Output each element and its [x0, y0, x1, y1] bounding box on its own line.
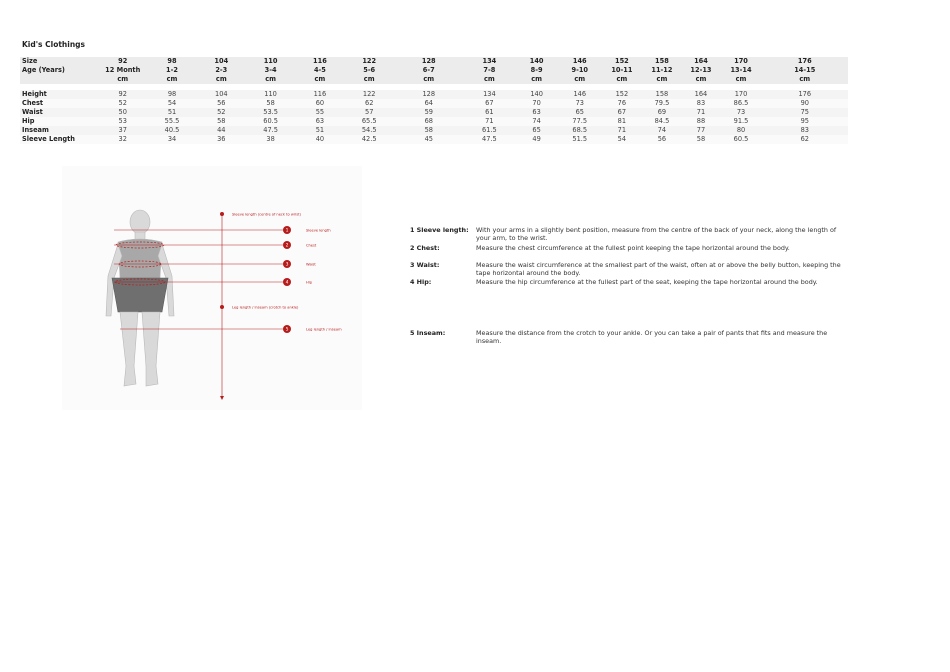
table-cell: 45 — [394, 135, 464, 144]
table-cell: 76 — [601, 99, 642, 108]
table-cell: cm — [642, 75, 681, 84]
table-cell: 56 — [197, 99, 246, 108]
table-cell: 110 — [246, 57, 295, 66]
table-cell: 58 — [197, 117, 246, 126]
top-guide-label: Sleeve length (centre of neck to wrist) — [232, 212, 301, 217]
table-cell: cm — [558, 75, 601, 84]
body-diagram — [62, 166, 362, 410]
table-cell: 52 — [98, 99, 147, 108]
marker-1-num: 1 — [285, 228, 289, 234]
table-cell: 71 — [464, 117, 515, 126]
table-cell: 55.5 — [147, 117, 196, 126]
table-row — [20, 108, 848, 117]
table-cell: cm — [147, 75, 196, 84]
table-cell: 73 — [720, 108, 761, 117]
table-cell: 12-13 — [681, 66, 720, 75]
table-cell: 1-2 — [147, 66, 196, 75]
table-cell: 62 — [762, 135, 848, 144]
table-cell: 54.5 — [345, 126, 394, 135]
table-cell: 64 — [394, 99, 464, 108]
table-cell: 140 — [515, 57, 558, 66]
table-cell: 62 — [345, 99, 394, 108]
table-cell: 67 — [601, 108, 642, 117]
table-cell: 67 — [464, 99, 515, 108]
table-cell: 14-15 — [762, 66, 848, 75]
row-label: Size — [20, 57, 98, 66]
table-cell: 44 — [197, 126, 246, 135]
table-cell: 40.5 — [147, 126, 196, 135]
table-cell: 176 — [762, 57, 848, 66]
row-label: Height — [20, 90, 98, 99]
table-cell: 47.5 — [246, 126, 295, 135]
table-cell: 104 — [197, 57, 246, 66]
instruction-text: With your arms in a slightly bent position, measure from the centre of the back of your neck, along the length of your arm, to the wrist. — [476, 226, 837, 242]
table-cell: 104 — [197, 90, 246, 99]
table-cell: 86.5 — [720, 99, 761, 108]
page-title: Kid's Clothings — [22, 40, 86, 49]
table-cell: cm — [720, 75, 761, 84]
table-cell: 88 — [681, 117, 720, 126]
table-cell: 74 — [642, 126, 681, 135]
table-cell: 8-9 — [515, 66, 558, 75]
marker-2-num: 2 — [285, 243, 289, 249]
table-cell: cm — [345, 75, 394, 84]
instruction-key: 5 Inseam: — [410, 329, 446, 337]
table-cell: 61.5 — [464, 126, 515, 135]
table-cell: 164 — [681, 57, 720, 66]
instruction-key: 1 Sleeve length: — [410, 226, 469, 234]
table-cell: 13-14 — [720, 66, 761, 75]
table-cell: 84.5 — [642, 117, 681, 126]
table-cell: 176 — [762, 90, 848, 99]
instruction-text: Measure the distance from the crotch to your ankle. Or you can take a pair of pants that fits and measure the inseam. — [476, 329, 828, 345]
table-cell: 80 — [720, 126, 761, 135]
table-cell: 52 — [197, 108, 246, 117]
table-cell: cm — [601, 75, 642, 84]
table-cell: 140 — [515, 90, 558, 99]
table-cell: 98 — [147, 90, 196, 99]
marker-3-label: Waist — [306, 262, 316, 267]
table-cell: 51.5 — [558, 135, 601, 144]
table-cell: 146 — [558, 90, 601, 99]
table-cell: 77 — [681, 126, 720, 135]
instruction-key: 2 Chest: — [410, 244, 440, 252]
table-cell: cm — [295, 75, 344, 84]
marker-1-label: Sleeve length — [306, 228, 331, 233]
row-label: Age (Years) — [20, 66, 98, 75]
table-cell: cm — [98, 75, 147, 84]
table-cell: 53 — [98, 117, 147, 126]
table-cell: 59 — [394, 108, 464, 117]
table-cell: 128 — [394, 90, 464, 99]
table-cell: 54 — [601, 135, 642, 144]
mid-guide-label: Leg length / inseam (crotch to ankle) — [232, 305, 299, 310]
table-cell: 68.5 — [558, 126, 601, 135]
table-cell: 116 — [295, 57, 344, 66]
table-cell: 38 — [246, 135, 295, 144]
table-cell: 63 — [515, 108, 558, 117]
marker-4-label: Hip — [306, 280, 312, 285]
table-row — [20, 99, 848, 108]
instruction-text: Measure the waist circumference at the smallest part of the waist, often at or above the belly button, keeping the tape horizontal around the body. — [476, 261, 841, 277]
table-cell: cm — [681, 75, 720, 84]
table-cell: 134 — [464, 57, 515, 66]
table-cell: cm — [464, 75, 515, 84]
table-cell: 58 — [246, 99, 295, 108]
table-cell: 83 — [762, 126, 848, 135]
table-cell: 68 — [394, 117, 464, 126]
table-cell: 40 — [295, 135, 344, 144]
table-cell: 37 — [98, 126, 147, 135]
marker-5-label: Leg length / inseam — [306, 327, 342, 332]
table-cell: 32 — [98, 135, 147, 144]
table-cell: 4-5 — [295, 66, 344, 75]
table-cell: 77.5 — [558, 117, 601, 126]
table-cell: 83 — [681, 99, 720, 108]
table-cell: 2-3 — [197, 66, 246, 75]
table-cell: 95 — [762, 117, 848, 126]
table-cell: 71 — [681, 108, 720, 117]
table-cell: 158 — [642, 57, 681, 66]
table-cell: 11-12 — [642, 66, 681, 75]
table-cell: 74 — [515, 117, 558, 126]
table-cell: 122 — [345, 90, 394, 99]
instruction-text: Measure the chest circumference at the fullest point keeping the tape horizontal around the body. — [476, 244, 790, 252]
table-cell: 34 — [147, 135, 196, 144]
row-label: Chest — [20, 99, 98, 108]
header-row — [20, 66, 848, 75]
table-cell: 36 — [197, 135, 246, 144]
row-label: Inseam — [20, 126, 98, 135]
table-cell: 91.5 — [720, 117, 761, 126]
table-cell: 122 — [345, 57, 394, 66]
table-cell: cm — [394, 75, 464, 84]
table-cell: 60.5 — [720, 135, 761, 144]
table-cell: 73 — [558, 99, 601, 108]
table-cell: 65 — [515, 126, 558, 135]
table-cell: 49 — [515, 135, 558, 144]
marker-5-num: 5 — [285, 327, 289, 333]
table-cell: 70 — [515, 99, 558, 108]
table-cell: 7-8 — [464, 66, 515, 75]
table-cell: 170 — [720, 57, 761, 66]
table-cell: 9-10 — [558, 66, 601, 75]
table-row — [20, 135, 848, 144]
table-cell: 152 — [601, 90, 642, 99]
table-cell: 6-7 — [394, 66, 464, 75]
table-cell: 164 — [681, 90, 720, 99]
table-cell: 92 — [98, 57, 147, 66]
table-cell: 90 — [762, 99, 848, 108]
table-cell: 92 — [98, 90, 147, 99]
table-cell: 5-6 — [345, 66, 394, 75]
row-label: Waist — [20, 108, 98, 117]
table-cell: 65.5 — [345, 117, 394, 126]
table-cell: 10-11 — [601, 66, 642, 75]
table-cell: 61 — [464, 108, 515, 117]
table-cell: 3-4 — [246, 66, 295, 75]
table-cell: 47.5 — [464, 135, 515, 144]
table-cell: 75 — [762, 108, 848, 117]
marker-2-label: Chest — [306, 243, 317, 248]
table-cell: 69 — [642, 108, 681, 117]
table-cell: 63 — [295, 117, 344, 126]
table-cell: cm — [515, 75, 558, 84]
table-cell: 57 — [345, 108, 394, 117]
child-figure — [106, 210, 174, 386]
table-cell: 58 — [681, 135, 720, 144]
table-cell: 79.5 — [642, 99, 681, 108]
table-cell: 51 — [147, 108, 196, 117]
table-cell: 55 — [295, 108, 344, 117]
table-cell: 81 — [601, 117, 642, 126]
table-cell: 116 — [295, 90, 344, 99]
table-row — [20, 126, 848, 135]
table-cell: 98 — [147, 57, 196, 66]
table-cell: 152 — [601, 57, 642, 66]
table-cell: 146 — [558, 57, 601, 66]
marker-4-num: 4 — [285, 280, 289, 286]
instruction-key: 4 Hip: — [410, 278, 432, 286]
table-cell: 128 — [394, 57, 464, 66]
table-cell: 54 — [147, 99, 196, 108]
row-label — [20, 75, 98, 84]
row-label: Hip — [20, 117, 98, 126]
header-row — [20, 57, 848, 66]
table-cell: 110 — [246, 90, 295, 99]
table-cell: 53.5 — [246, 108, 295, 117]
marker-3-num: 3 — [285, 262, 289, 268]
size-chart-table — [20, 57, 848, 144]
table-cell: cm — [246, 75, 295, 84]
table-cell: 170 — [720, 90, 761, 99]
table-cell: 158 — [642, 90, 681, 99]
measurement-figure — [62, 166, 362, 410]
table-cell: 51 — [295, 126, 344, 135]
table-row — [20, 117, 848, 126]
table-cell: 58 — [394, 126, 464, 135]
table-cell: 134 — [464, 90, 515, 99]
table-row — [20, 90, 848, 99]
table-cell: 12 Month — [98, 66, 147, 75]
table-cell: 42.5 — [345, 135, 394, 144]
table-cell: 71 — [601, 126, 642, 135]
table-cell: 60.5 — [246, 117, 295, 126]
instruction-text: Measure the hip circumference at the fullest part of the seat, keeping the tape horizontal around the body. — [476, 278, 818, 286]
table-cell: cm — [197, 75, 246, 84]
table-cell: cm — [762, 75, 848, 84]
table-cell: 56 — [642, 135, 681, 144]
table-cell: 60 — [295, 99, 344, 108]
table-cell: 65 — [558, 108, 601, 117]
instruction-key: 3 Waist: — [410, 261, 440, 269]
table-cell: 50 — [98, 108, 147, 117]
header-row — [20, 75, 848, 84]
row-label: Sleeve Length — [20, 135, 98, 144]
